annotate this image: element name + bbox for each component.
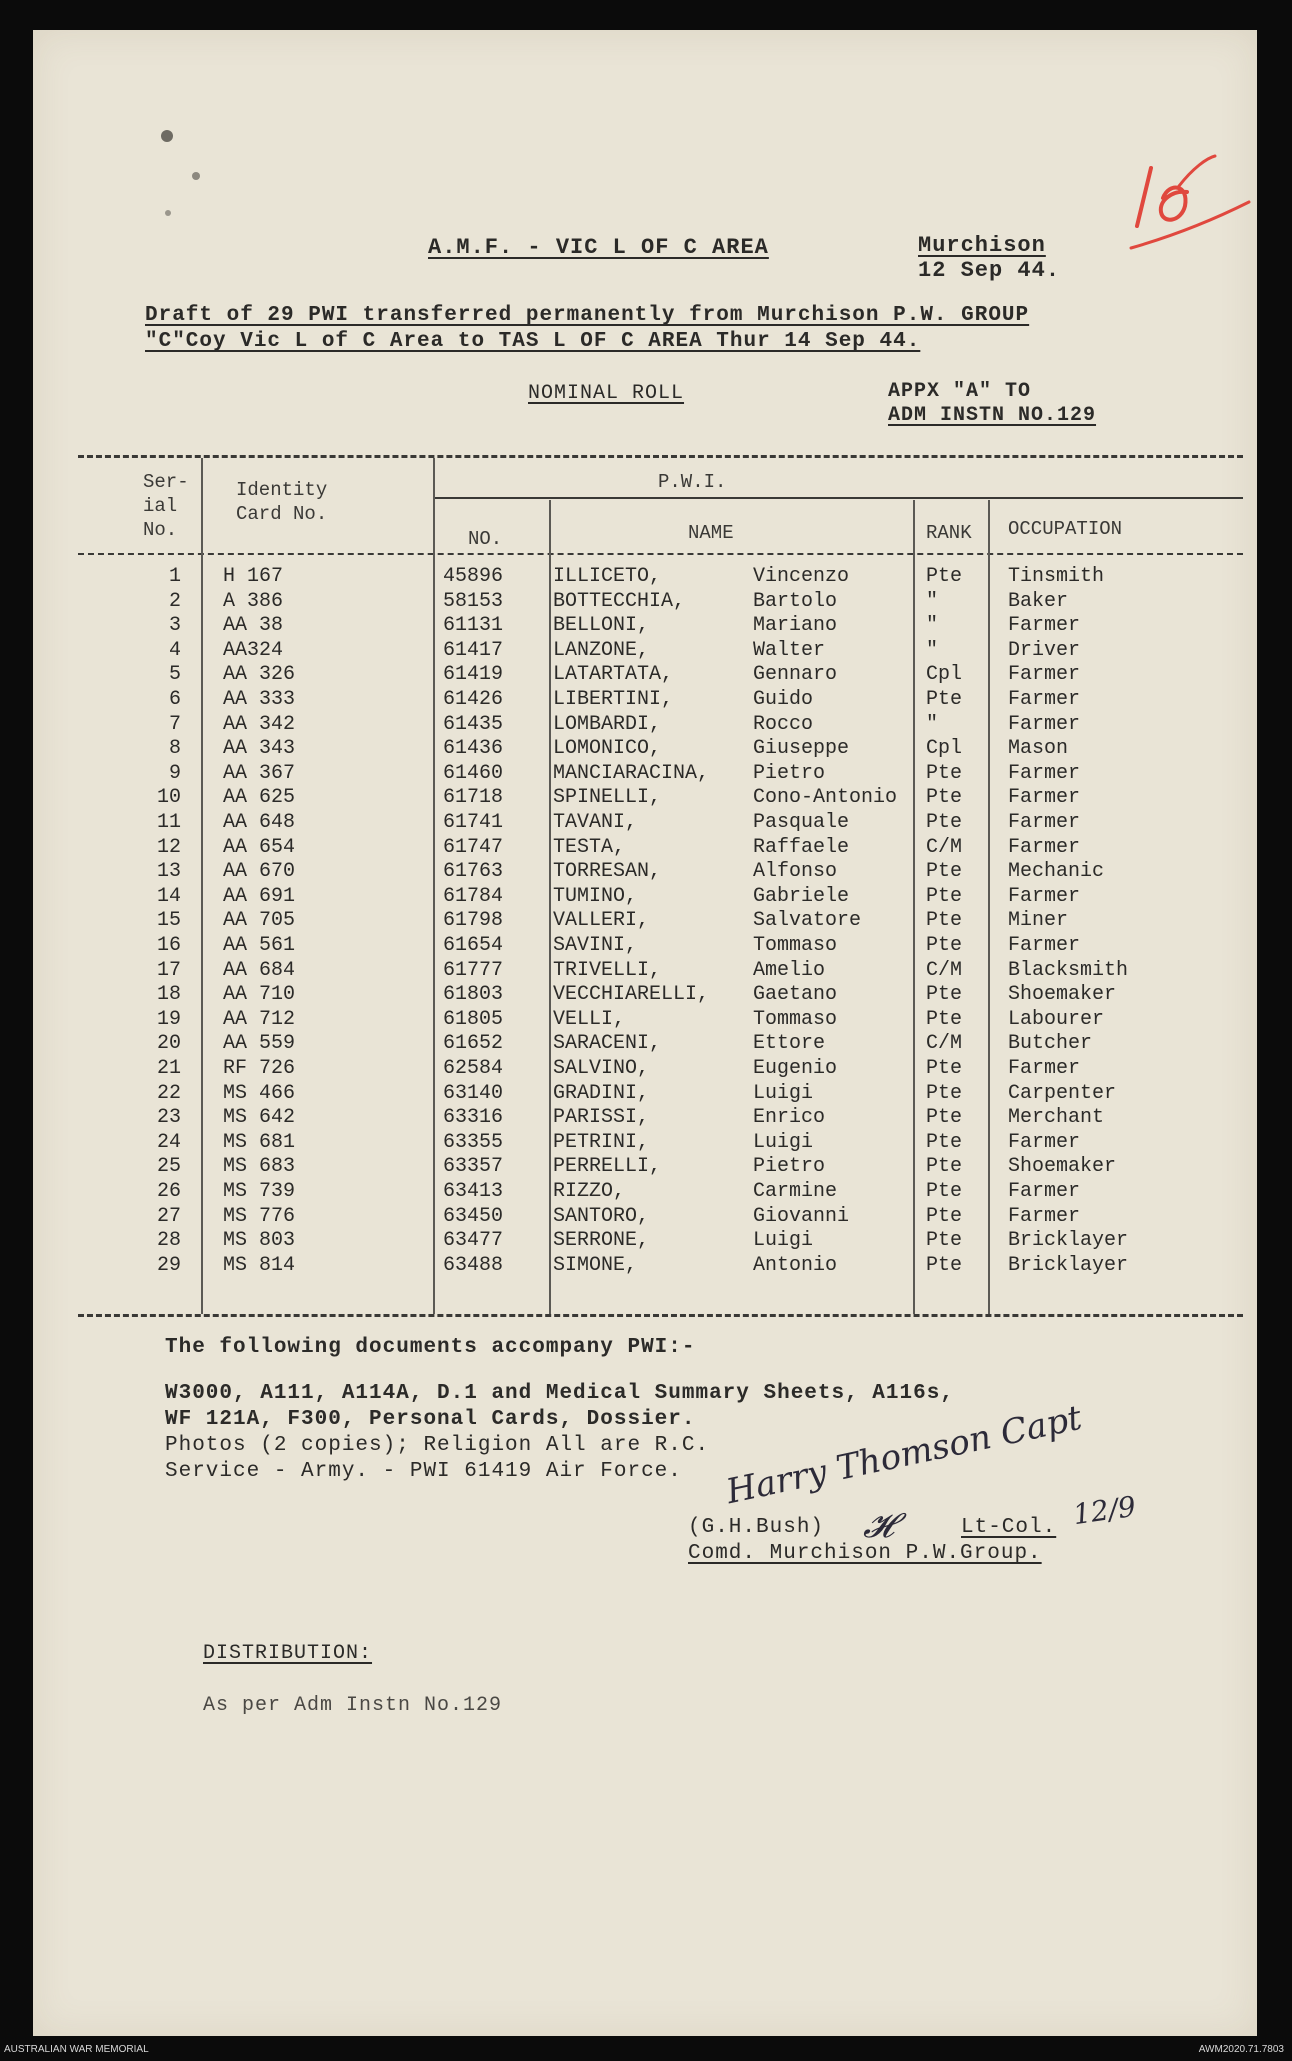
signatory-title: Comd. Murchison P.W.Group. <box>688 1542 1042 1565</box>
roll-cell-rank: Pte <box>926 1204 963 1228</box>
roll-cell-occupation: Shoemaker <box>1008 1155 1117 1179</box>
roll-cell-given: Tommaso <box>753 934 838 957</box>
roll-cell-no: 61460 <box>443 761 504 785</box>
roll-cell-given: Gennaro <box>753 663 838 687</box>
roll-cell-serial: 9 <box>168 761 181 785</box>
roll-cell-no: 61131 <box>443 614 504 638</box>
subject-line-2: "C"Coy Vic L of C Area to TAS L OF C AREA Thur 14 Sep 44. <box>145 330 921 353</box>
roll-cell-card: AA 38 <box>223 614 284 638</box>
roll-cell-rank: Pte <box>926 565 963 588</box>
header-pwi: P.W.I. <box>658 471 727 493</box>
roll-cell-no: 61436 <box>443 737 504 761</box>
roll-cell-serial: 5 <box>168 663 181 687</box>
roll-cell-given: Pietro <box>753 1155 826 1179</box>
header-occupation: OCCUPATION <box>1008 518 1123 540</box>
roll-cell-given: Vincenzo <box>753 565 850 588</box>
roll-cell-surname: PERRELLI, <box>553 1155 662 1179</box>
handwritten-signature: Harry Thomson Capt <box>722 1397 1086 1513</box>
roll-cell-given: Giovanni <box>753 1204 850 1228</box>
roll-cell-occupation: Baker <box>1008 589 1069 613</box>
roll-cell-card: MS 776 <box>223 1204 296 1228</box>
roll-cell-given: Amelio <box>753 958 826 982</box>
roll-cell-serial: 22 <box>156 1081 181 1105</box>
roll-cell-surname: TRIVELLI, <box>553 958 662 982</box>
roll-cell-serial: 1 <box>168 565 181 588</box>
roll-cell-given: Carmine <box>753 1180 838 1203</box>
roll-cell-no: 61718 <box>443 786 504 810</box>
roll-cell-occupation: Farmer <box>1008 712 1081 736</box>
header-date: 12 Sep 44. <box>918 258 1061 283</box>
roll-cell-surname: BELLONI, <box>553 614 650 638</box>
header-rank: RANK <box>926 522 972 544</box>
roll-cell-occupation: Bricklayer <box>1008 1229 1129 1253</box>
roll-cell-serial: 26 <box>156 1180 181 1203</box>
handwritten-date: 12/9 <box>1071 1489 1138 1532</box>
archive-footer <box>0 2036 1292 2061</box>
roll-cell-card: AA 705 <box>223 909 296 933</box>
roll-title: NOMINAL ROLL <box>528 382 685 405</box>
roll-cell-given: Raffaele <box>753 835 850 859</box>
roll-cell-serial: 17 <box>156 958 181 982</box>
roll-cell-rank: Cpl <box>926 737 963 761</box>
roll-cell-no: 61805 <box>443 1007 504 1031</box>
roll-cell-given: Gabriele <box>753 884 850 908</box>
col-divider <box>913 500 915 1314</box>
roll-cell-given: Pasquale <box>753 811 850 834</box>
roll-cell-card: AA 326 <box>223 663 296 687</box>
roll-cell-rank: Pte <box>926 786 963 810</box>
roll-cell-no: 63355 <box>443 1130 504 1154</box>
roll-cell-no: 61763 <box>443 860 504 884</box>
roll-cell-occupation: Farmer <box>1008 1057 1081 1080</box>
roll-cell-serial: 24 <box>156 1130 181 1154</box>
roll-cell-given: Walter <box>753 638 826 662</box>
roll-cell-surname: TAVANI, <box>553 811 638 834</box>
roll-cell-card: MS 739 <box>223 1180 296 1203</box>
roll-cell-card: AA 691 <box>223 884 296 908</box>
roll-cell-rank: Cpl <box>926 663 963 687</box>
roll-cell-no: 63488 <box>443 1253 504 1277</box>
roll-cell-rank: " <box>926 638 939 662</box>
roll-cell-given: Gaetano <box>753 983 838 1007</box>
roll-cell-no: 45896 <box>443 565 504 588</box>
roll-cell-surname: TORRESAN, <box>553 860 662 884</box>
appendix-line-2: ADM INSTN NO.129 <box>888 404 1097 427</box>
roll-cell-occupation: Farmer <box>1008 688 1081 711</box>
roll-cell-no: 61803 <box>443 983 504 1007</box>
roll-cell-occupation: Merchant <box>1008 1106 1105 1130</box>
roll-cell-no: 63477 <box>443 1229 504 1253</box>
roll-cell-occupation: Carpenter <box>1008 1081 1117 1105</box>
roll-cell-card: AA324 <box>223 638 284 662</box>
roll-cell-given: Giuseppe <box>753 737 850 761</box>
roll-cell-card: MS 683 <box>223 1155 296 1179</box>
header-identity-1: Identity <box>236 479 328 501</box>
roll-cell-card: AA 712 <box>223 1007 296 1031</box>
roll-cell-card: A 386 <box>223 589 284 613</box>
roll-cell-surname: VALLERI, <box>553 909 650 933</box>
roll-cell-no: 58153 <box>443 589 504 613</box>
roll-cell-card: AA 684 <box>223 958 296 982</box>
roll-cell-rank: Pte <box>926 860 963 884</box>
roll-cell-no: 61784 <box>443 884 504 908</box>
punch-hole <box>192 172 200 180</box>
roll-cell-occupation: Shoemaker <box>1008 983 1117 1007</box>
roll-cell-occupation: Mason <box>1008 737 1069 761</box>
punch-hole <box>161 130 173 142</box>
roll-cell-rank: C/M <box>926 958 963 982</box>
roll-cell-given: Guido <box>753 688 814 711</box>
roll-cell-given: Bartolo <box>753 589 838 613</box>
roll-cell-occupation: Butcher <box>1008 1032 1093 1056</box>
document-page <box>33 30 1257 2036</box>
roll-cell-no: 61426 <box>443 688 504 711</box>
roll-cell-no: 63316 <box>443 1106 504 1130</box>
roll-cell-serial: 29 <box>156 1253 181 1277</box>
documents-line-4: Service - Army. - PWI 61419 Air Force. <box>165 1460 682 1483</box>
roll-cell-serial: 21 <box>156 1057 181 1080</box>
header-serial-2: ial <box>143 495 178 517</box>
red-handwritten-number <box>1123 148 1253 258</box>
roll-cell-surname: VELLI, <box>553 1007 626 1031</box>
footer-reference: AWM2020.71.7803 <box>1198 2044 1284 2055</box>
roll-cell-card: MS 803 <box>223 1229 296 1253</box>
header-identity-2: Card No. <box>236 503 328 525</box>
roll-cell-given: Antonio <box>753 1253 838 1277</box>
roll-cell-serial: 25 <box>156 1155 181 1179</box>
roll-cell-occupation: Blacksmith <box>1008 958 1129 982</box>
roll-cell-given: Mariano <box>753 614 838 638</box>
roll-cell-serial: 28 <box>156 1229 181 1253</box>
roll-cell-rank: Pte <box>926 983 963 1007</box>
header-serial-1: Ser- <box>143 471 189 493</box>
roll-cell-surname: LATARTATA, <box>553 663 674 687</box>
roll-cell-rank: Pte <box>926 688 963 711</box>
roll-cell-serial: 12 <box>156 835 181 859</box>
roll-cell-rank: Pte <box>926 1007 963 1031</box>
pwi-rule <box>433 497 1243 499</box>
roll-cell-no: 63413 <box>443 1180 504 1203</box>
roll-cell-given: Ettore <box>753 1032 826 1056</box>
roll-cell-card: MS 814 <box>223 1253 296 1277</box>
roll-cell-given: Luigi <box>753 1081 814 1105</box>
header-org: A.M.F. - VIC L OF C AREA <box>428 235 769 260</box>
roll-cell-no: 61652 <box>443 1032 504 1056</box>
roll-cell-serial: 14 <box>156 884 181 908</box>
roll-cell-occupation: Mechanic <box>1008 860 1105 884</box>
header-no: NO. <box>468 528 503 550</box>
roll-cell-card: AA 625 <box>223 786 296 810</box>
roll-cell-card: AA 561 <box>223 934 296 957</box>
roll-cell-card: AA 654 <box>223 835 296 859</box>
subject-line-1: Draft of 29 PWI transferred permanently from Murchison P.W. GROUP <box>145 304 1030 327</box>
signatory-rank: Lt-Col. <box>961 1516 1057 1539</box>
roll-cell-rank: C/M <box>926 835 963 859</box>
roll-cell-occupation: Labourer <box>1008 1007 1105 1031</box>
roll-cell-occupation: Farmer <box>1008 1204 1081 1228</box>
documents-intro: The following documents accompany PWI:- <box>165 1336 696 1359</box>
roll-cell-occupation: Farmer <box>1008 786 1081 810</box>
roll-cell-card: AA 670 <box>223 860 296 884</box>
header-name: NAME <box>688 522 734 544</box>
roll-cell-rank: Pte <box>926 1130 963 1154</box>
roll-cell-rank: Pte <box>926 884 963 908</box>
table-top-rule <box>78 455 1243 458</box>
roll-cell-no: 61654 <box>443 934 504 957</box>
roll-cell-no: 61747 <box>443 835 504 859</box>
table-bottom-rule <box>78 1314 1243 1317</box>
col-divider <box>201 458 203 1314</box>
roll-cell-rank: " <box>926 712 939 736</box>
roll-cell-surname: SPINELLI, <box>553 786 662 810</box>
roll-cell-no: 61419 <box>443 663 504 687</box>
roll-cell-given: Salvatore <box>753 909 862 933</box>
distribution-text: As per Adm Instn No.129 <box>203 1694 503 1717</box>
roll-cell-no: 62584 <box>443 1057 504 1080</box>
initials-signature: 𝓗 <box>863 1506 894 1546</box>
roll-cell-rank: Pte <box>926 909 963 933</box>
roll-cell-rank: " <box>926 589 939 613</box>
documents-line-1: W3000, A111, A114A, D.1 and Medical Summary Sheets, A116s, <box>165 1382 954 1405</box>
roll-cell-occupation: Farmer <box>1008 614 1081 638</box>
roll-cell-card: RF 726 <box>223 1057 296 1080</box>
footer-institution: AUSTRALIAN WAR MEMORIAL <box>4 2044 149 2055</box>
roll-cell-card: AA 333 <box>223 688 296 711</box>
roll-cell-rank: " <box>926 614 939 638</box>
roll-cell-given: Luigi <box>753 1130 814 1154</box>
documents-line-3: Photos (2 copies); Religion All are R.C. <box>165 1434 710 1457</box>
roll-cell-no: 63357 <box>443 1155 504 1179</box>
roll-cell-surname: GRADINI, <box>553 1081 650 1105</box>
roll-cell-surname: VECCHIARELLI, <box>553 983 710 1007</box>
roll-cell-given: Tommaso <box>753 1007 838 1031</box>
roll-cell-no: 61798 <box>443 909 504 933</box>
roll-cell-given: Cono-Antonio <box>753 786 898 810</box>
roll-cell-surname: LOMONICO, <box>553 737 662 761</box>
roll-cell-card: AA 367 <box>223 761 296 785</box>
roll-cell-surname: LANZONE, <box>553 638 650 662</box>
roll-cell-surname: RIZZO, <box>553 1180 626 1203</box>
col-divider <box>549 500 551 1314</box>
roll-cell-serial: 8 <box>168 737 181 761</box>
roll-cell-occupation: Farmer <box>1008 761 1081 785</box>
roll-cell-serial: 16 <box>156 934 181 957</box>
header-bottom-rule <box>78 553 1243 555</box>
roll-cell-occupation: Farmer <box>1008 1130 1081 1154</box>
roll-cell-surname: SANTORO, <box>553 1204 650 1228</box>
roll-cell-rank: Pte <box>926 1180 963 1203</box>
roll-cell-surname: ILLICETO, <box>553 565 662 588</box>
roll-cell-occupation: Farmer <box>1008 835 1081 859</box>
roll-cell-serial: 10 <box>156 786 181 810</box>
roll-cell-given: Eugenio <box>753 1057 838 1080</box>
roll-cell-occupation: Driver <box>1008 638 1081 662</box>
roll-cell-rank: Pte <box>926 1081 963 1105</box>
roll-cell-occupation: Bricklayer <box>1008 1253 1129 1277</box>
roll-cell-given: Pietro <box>753 761 826 785</box>
distribution-heading: DISTRIBUTION: <box>203 1642 373 1665</box>
signatory-name: (G.H.Bush) <box>688 1516 825 1539</box>
roll-cell-rank: Pte <box>926 811 963 834</box>
roll-cell-rank: Pte <box>926 1229 963 1253</box>
roll-cell-no: 61435 <box>443 712 504 736</box>
roll-cell-card: AA 710 <box>223 983 296 1007</box>
roll-cell-card: AA 648 <box>223 811 296 834</box>
roll-cell-surname: LOMBARDI, <box>553 712 662 736</box>
roll-cell-rank: C/M <box>926 1032 963 1056</box>
documents-line-2: WF 121A, F300, Personal Cards, Dossier. <box>165 1408 696 1431</box>
roll-cell-surname: MANCIARACINA, <box>553 761 710 785</box>
roll-cell-surname: SIMONE, <box>553 1253 638 1277</box>
roll-cell-serial: 19 <box>156 1007 181 1031</box>
roll-cell-card: AA 342 <box>223 712 296 736</box>
roll-cell-rank: Pte <box>926 1253 963 1277</box>
roll-cell-serial: 11 <box>156 811 181 834</box>
col-divider <box>988 500 990 1314</box>
roll-cell-rank: Pte <box>926 934 963 957</box>
roll-cell-surname: SAVINI, <box>553 934 638 957</box>
appendix-line-1: APPX "A" TO <box>888 380 1032 403</box>
roll-cell-serial: 23 <box>156 1106 181 1130</box>
roll-cell-surname: SARACENI, <box>553 1032 662 1056</box>
roll-cell-card: MS 466 <box>223 1081 296 1105</box>
roll-cell-rank: Pte <box>926 1057 963 1080</box>
roll-cell-given: Enrico <box>753 1106 826 1130</box>
roll-cell-no: 63450 <box>443 1204 504 1228</box>
roll-cell-occupation: Farmer <box>1008 663 1081 687</box>
roll-cell-occupation: Farmer <box>1008 884 1081 908</box>
roll-cell-occupation: Miner <box>1008 909 1069 933</box>
roll-cell-surname: TUMINO, <box>553 884 638 908</box>
roll-cell-serial: 27 <box>156 1204 181 1228</box>
roll-cell-serial: 13 <box>156 860 181 884</box>
roll-cell-surname: PETRINI, <box>553 1130 650 1154</box>
roll-cell-no: 61417 <box>443 638 504 662</box>
roll-cell-surname: PARISSI, <box>553 1106 650 1130</box>
roll-cell-surname: TESTA, <box>553 835 626 859</box>
roll-cell-no: 61777 <box>443 958 504 982</box>
roll-cell-serial: 4 <box>168 638 181 662</box>
roll-cell-serial: 15 <box>156 909 181 933</box>
roll-cell-surname: BOTTECCHIA, <box>553 589 686 613</box>
roll-cell-serial: 20 <box>156 1032 181 1056</box>
roll-cell-serial: 7 <box>168 712 181 736</box>
roll-cell-given: Alfonso <box>753 860 838 884</box>
roll-cell-serial: 6 <box>168 688 181 711</box>
roll-cell-no: 63140 <box>443 1081 504 1105</box>
roll-cell-card: MS 681 <box>223 1130 296 1154</box>
roll-cell-occupation: Farmer <box>1008 934 1081 957</box>
roll-cell-card: MS 642 <box>223 1106 296 1130</box>
roll-cell-rank: Pte <box>926 1155 963 1179</box>
roll-cell-rank: Pte <box>926 761 963 785</box>
roll-cell-occupation: Farmer <box>1008 1180 1081 1203</box>
roll-cell-card: AA 559 <box>223 1032 296 1056</box>
roll-cell-given: Luigi <box>753 1229 814 1253</box>
col-divider <box>433 458 435 1314</box>
roll-cell-occupation: Tinsmith <box>1008 565 1105 588</box>
roll-cell-given: Rocco <box>753 712 814 736</box>
roll-cell-serial: 3 <box>168 614 181 638</box>
header-serial-3: No. <box>143 519 178 541</box>
roll-cell-surname: SERRONE, <box>553 1229 650 1253</box>
header-place: Murchison <box>918 233 1046 258</box>
roll-cell-no: 61741 <box>443 811 504 834</box>
roll-cell-serial: 2 <box>168 589 181 613</box>
roll-cell-serial: 18 <box>156 983 181 1007</box>
roll-cell-occupation: Farmer <box>1008 811 1081 834</box>
roll-cell-card: AA 343 <box>223 737 296 761</box>
roll-cell-rank: Pte <box>926 1106 963 1130</box>
punch-hole <box>165 210 171 216</box>
roll-cell-card: H 167 <box>223 565 284 588</box>
roll-cell-surname: LIBERTINI, <box>553 688 674 711</box>
roll-cell-surname: SALVINO, <box>553 1057 650 1080</box>
